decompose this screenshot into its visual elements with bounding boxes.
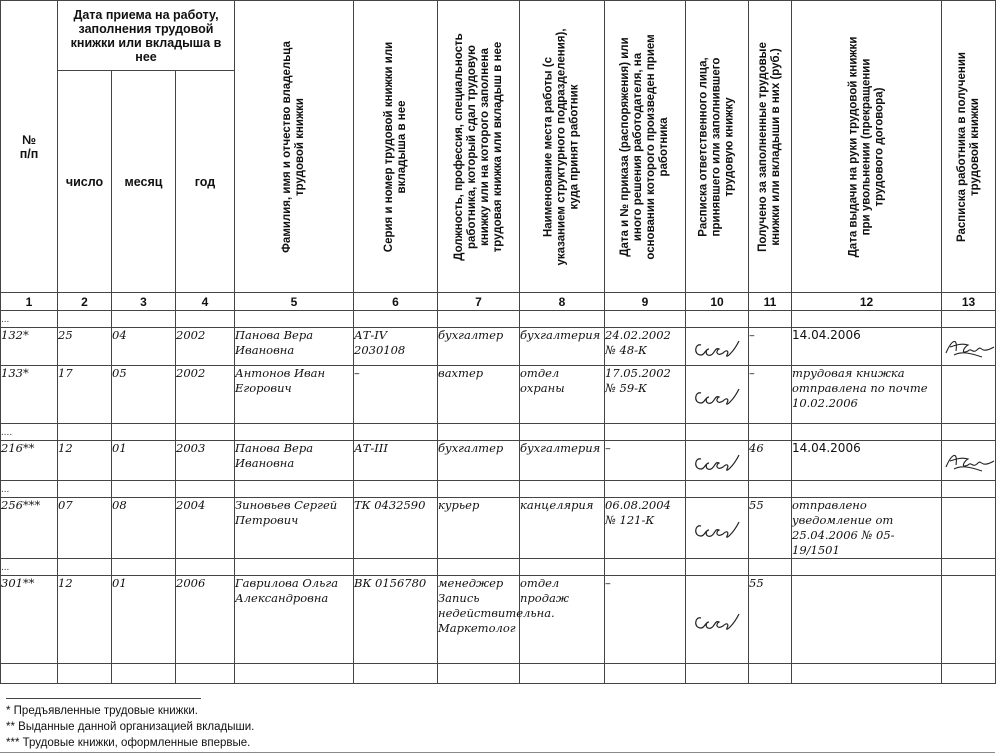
record-payment: – <box>749 366 792 424</box>
record-order: 06.08.2004 № 121-К <box>605 498 686 559</box>
signature-icon <box>691 447 743 475</box>
record-day: 07 <box>58 498 112 559</box>
record-month: 05 <box>112 366 176 424</box>
footnote-item: * Предъявленные трудовые книжки. <box>6 705 198 717</box>
record-number: 216** <box>1 441 58 481</box>
record-day: 12 <box>58 576 112 664</box>
record-year: 2003 <box>176 441 235 481</box>
col-number: 7 <box>438 293 520 311</box>
signature-icon <box>691 333 743 361</box>
record-payment: 55 <box>749 576 792 664</box>
col-number: 5 <box>235 293 354 311</box>
col-number: 2 <box>58 293 112 311</box>
record-owner-name: Панова Вера Ивановна <box>235 441 354 481</box>
empty-row <box>1 664 996 684</box>
record-book-series: АТ-IV 2030108 <box>354 328 438 366</box>
record-issue-date: 14.04.2006 <box>792 328 942 366</box>
col-header-day: число <box>58 71 112 293</box>
responsible-signature <box>686 366 749 424</box>
record-month: 01 <box>112 441 176 481</box>
col-number: 6 <box>354 293 438 311</box>
ellipsis-row <box>1 559 996 576</box>
record-workplace: отдел охраны <box>520 366 605 424</box>
record-book-series: АТ-III <box>354 441 438 481</box>
col-header-year: год <box>176 71 235 293</box>
col-header-book-series: Серия и номер трудовой книжки или вкладыша в нее <box>354 1 438 293</box>
record-year: 2002 <box>176 366 235 424</box>
col-header-payment: Получено за заполненные трудовые книжки или вкладыши в них (руб.) <box>749 1 792 293</box>
signature-icon <box>691 381 743 409</box>
responsible-signature <box>686 498 749 559</box>
record-order: – <box>605 441 686 481</box>
ellipsis-row <box>1 424 996 441</box>
col-header-position: Должность, профессия, специальность работника, который сдал трудовую книжку или на которого заполнена трудовая книжка или вкладыш в нее <box>438 1 520 293</box>
record-position: бухгалтер <box>438 441 520 481</box>
ellipsis: .... <box>1 424 58 441</box>
record-order: – <box>605 576 686 664</box>
record-year: 2004 <box>176 498 235 559</box>
ellipsis-row <box>1 311 996 328</box>
ellipsis-row <box>1 481 996 498</box>
responsible-signature <box>686 441 749 481</box>
ellipsis: ... <box>1 559 58 576</box>
record-issue-date: отправлено уведомление от 25.04.2006 № 05-19/1501 <box>792 498 942 559</box>
table-row <box>1 441 996 481</box>
record-position: менеджер Запись недействительна. Маркетолог <box>438 576 520 664</box>
record-payment: 46 <box>749 441 792 481</box>
record-year: 2006 <box>176 576 235 664</box>
col-number: 4 <box>176 293 235 311</box>
record-owner-name: Гаврилова Ольга Александровна <box>235 576 354 664</box>
col-number: 11 <box>749 293 792 311</box>
record-owner-name: Панова Вера Ивановна <box>235 328 354 366</box>
page-bottom-rule <box>0 752 995 753</box>
record-number: 132* <box>1 328 58 366</box>
col-number: 1 <box>1 293 58 311</box>
ellipsis: ... <box>1 311 58 328</box>
record-number: 133* <box>1 366 58 424</box>
col-number: 8 <box>520 293 605 311</box>
record-day: 25 <box>58 328 112 366</box>
record-workplace: канцелярия <box>520 498 605 559</box>
table-row <box>1 366 996 424</box>
record-month: 01 <box>112 576 176 664</box>
table-row <box>1 498 996 559</box>
signature-icon <box>942 333 996 361</box>
employee-signature <box>942 328 996 366</box>
record-book-series: – <box>354 366 438 424</box>
record-order: 17.05.2002 № 59-К <box>605 366 686 424</box>
record-issue-date <box>792 576 942 664</box>
record-owner-name: Зиновьев Сергей Петрович <box>235 498 354 559</box>
col-number: 3 <box>112 293 176 311</box>
signature-icon <box>691 606 743 634</box>
col-header-issue-date: Дата выдачи на руки трудовой книжки при увольнении (прекращении трудового договора) <box>792 1 942 293</box>
responsible-signature <box>686 576 749 664</box>
record-workplace: бухгалтерия <box>520 328 605 366</box>
record-workplace: отдел продаж <box>520 576 605 664</box>
employee-signature <box>942 441 996 481</box>
footnote-item: ** Выданные данной организацией вкладыши. <box>6 721 255 733</box>
col-number: 12 <box>792 293 942 311</box>
signature-icon <box>942 447 996 475</box>
footnote-item: *** Трудовые книжки, оформленные впервые. <box>6 737 251 749</box>
col-header-order: Дата и № приказа (распоряжения) или иного решения работодателя, на основании которого произведен прием работника <box>605 1 686 293</box>
record-day: 17 <box>58 366 112 424</box>
col-header-date-group: Дата приема на работу, заполнения трудовой книжки или вкладыша в нее <box>58 1 235 71</box>
record-position: вахтер <box>438 366 520 424</box>
record-book-series: ТК 0432590 <box>354 498 438 559</box>
record-owner-name: Антонов Иван Егорович <box>235 366 354 424</box>
record-year: 2002 <box>176 328 235 366</box>
record-order: 24.02.2002 № 48-К <box>605 328 686 366</box>
col-number: 9 <box>605 293 686 311</box>
record-day: 12 <box>58 441 112 481</box>
record-month: 08 <box>112 498 176 559</box>
record-position: бухгалтер <box>438 328 520 366</box>
col-number: 13 <box>942 293 996 311</box>
footnotes <box>6 703 254 751</box>
table-row <box>1 328 996 366</box>
record-position: курьер <box>438 498 520 559</box>
signature-icon <box>691 514 743 542</box>
ellipsis: ... <box>1 481 58 498</box>
col-number: 10 <box>686 293 749 311</box>
col-header-responsible-signature: Расписка ответственного лица, принявшего или заполнившего трудовую книжку <box>686 1 749 293</box>
col-header-number: № п/п <box>1 1 58 293</box>
record-number: 301** <box>1 576 58 664</box>
col-header-owner-name: Фамилия, имя и отчество владельца трудовой книжки <box>235 1 354 293</box>
record-payment: – <box>749 328 792 366</box>
record-issue-date: 14.04.2006 <box>792 441 942 481</box>
record-month: 04 <box>112 328 176 366</box>
footnote-divider <box>6 698 201 699</box>
responsible-signature <box>686 328 749 366</box>
col-header-month: месяц <box>112 71 176 293</box>
table-row <box>1 576 996 664</box>
record-payment: 55 <box>749 498 792 559</box>
column-number-row <box>1 293 996 311</box>
record-workplace: бухгалтерия <box>520 441 605 481</box>
record-number: 256*** <box>1 498 58 559</box>
record-issue-date: трудовая книжка отправлена по почте 10.02.2006 <box>792 366 942 424</box>
record-book-series: ВК 0156780 <box>354 576 438 664</box>
col-header-employee-signature: Расписка работника в получении трудовой книжки <box>942 1 996 293</box>
col-header-workplace: Наименование места работы (с указанием структурного подразделения), куда принят работник <box>520 1 605 293</box>
